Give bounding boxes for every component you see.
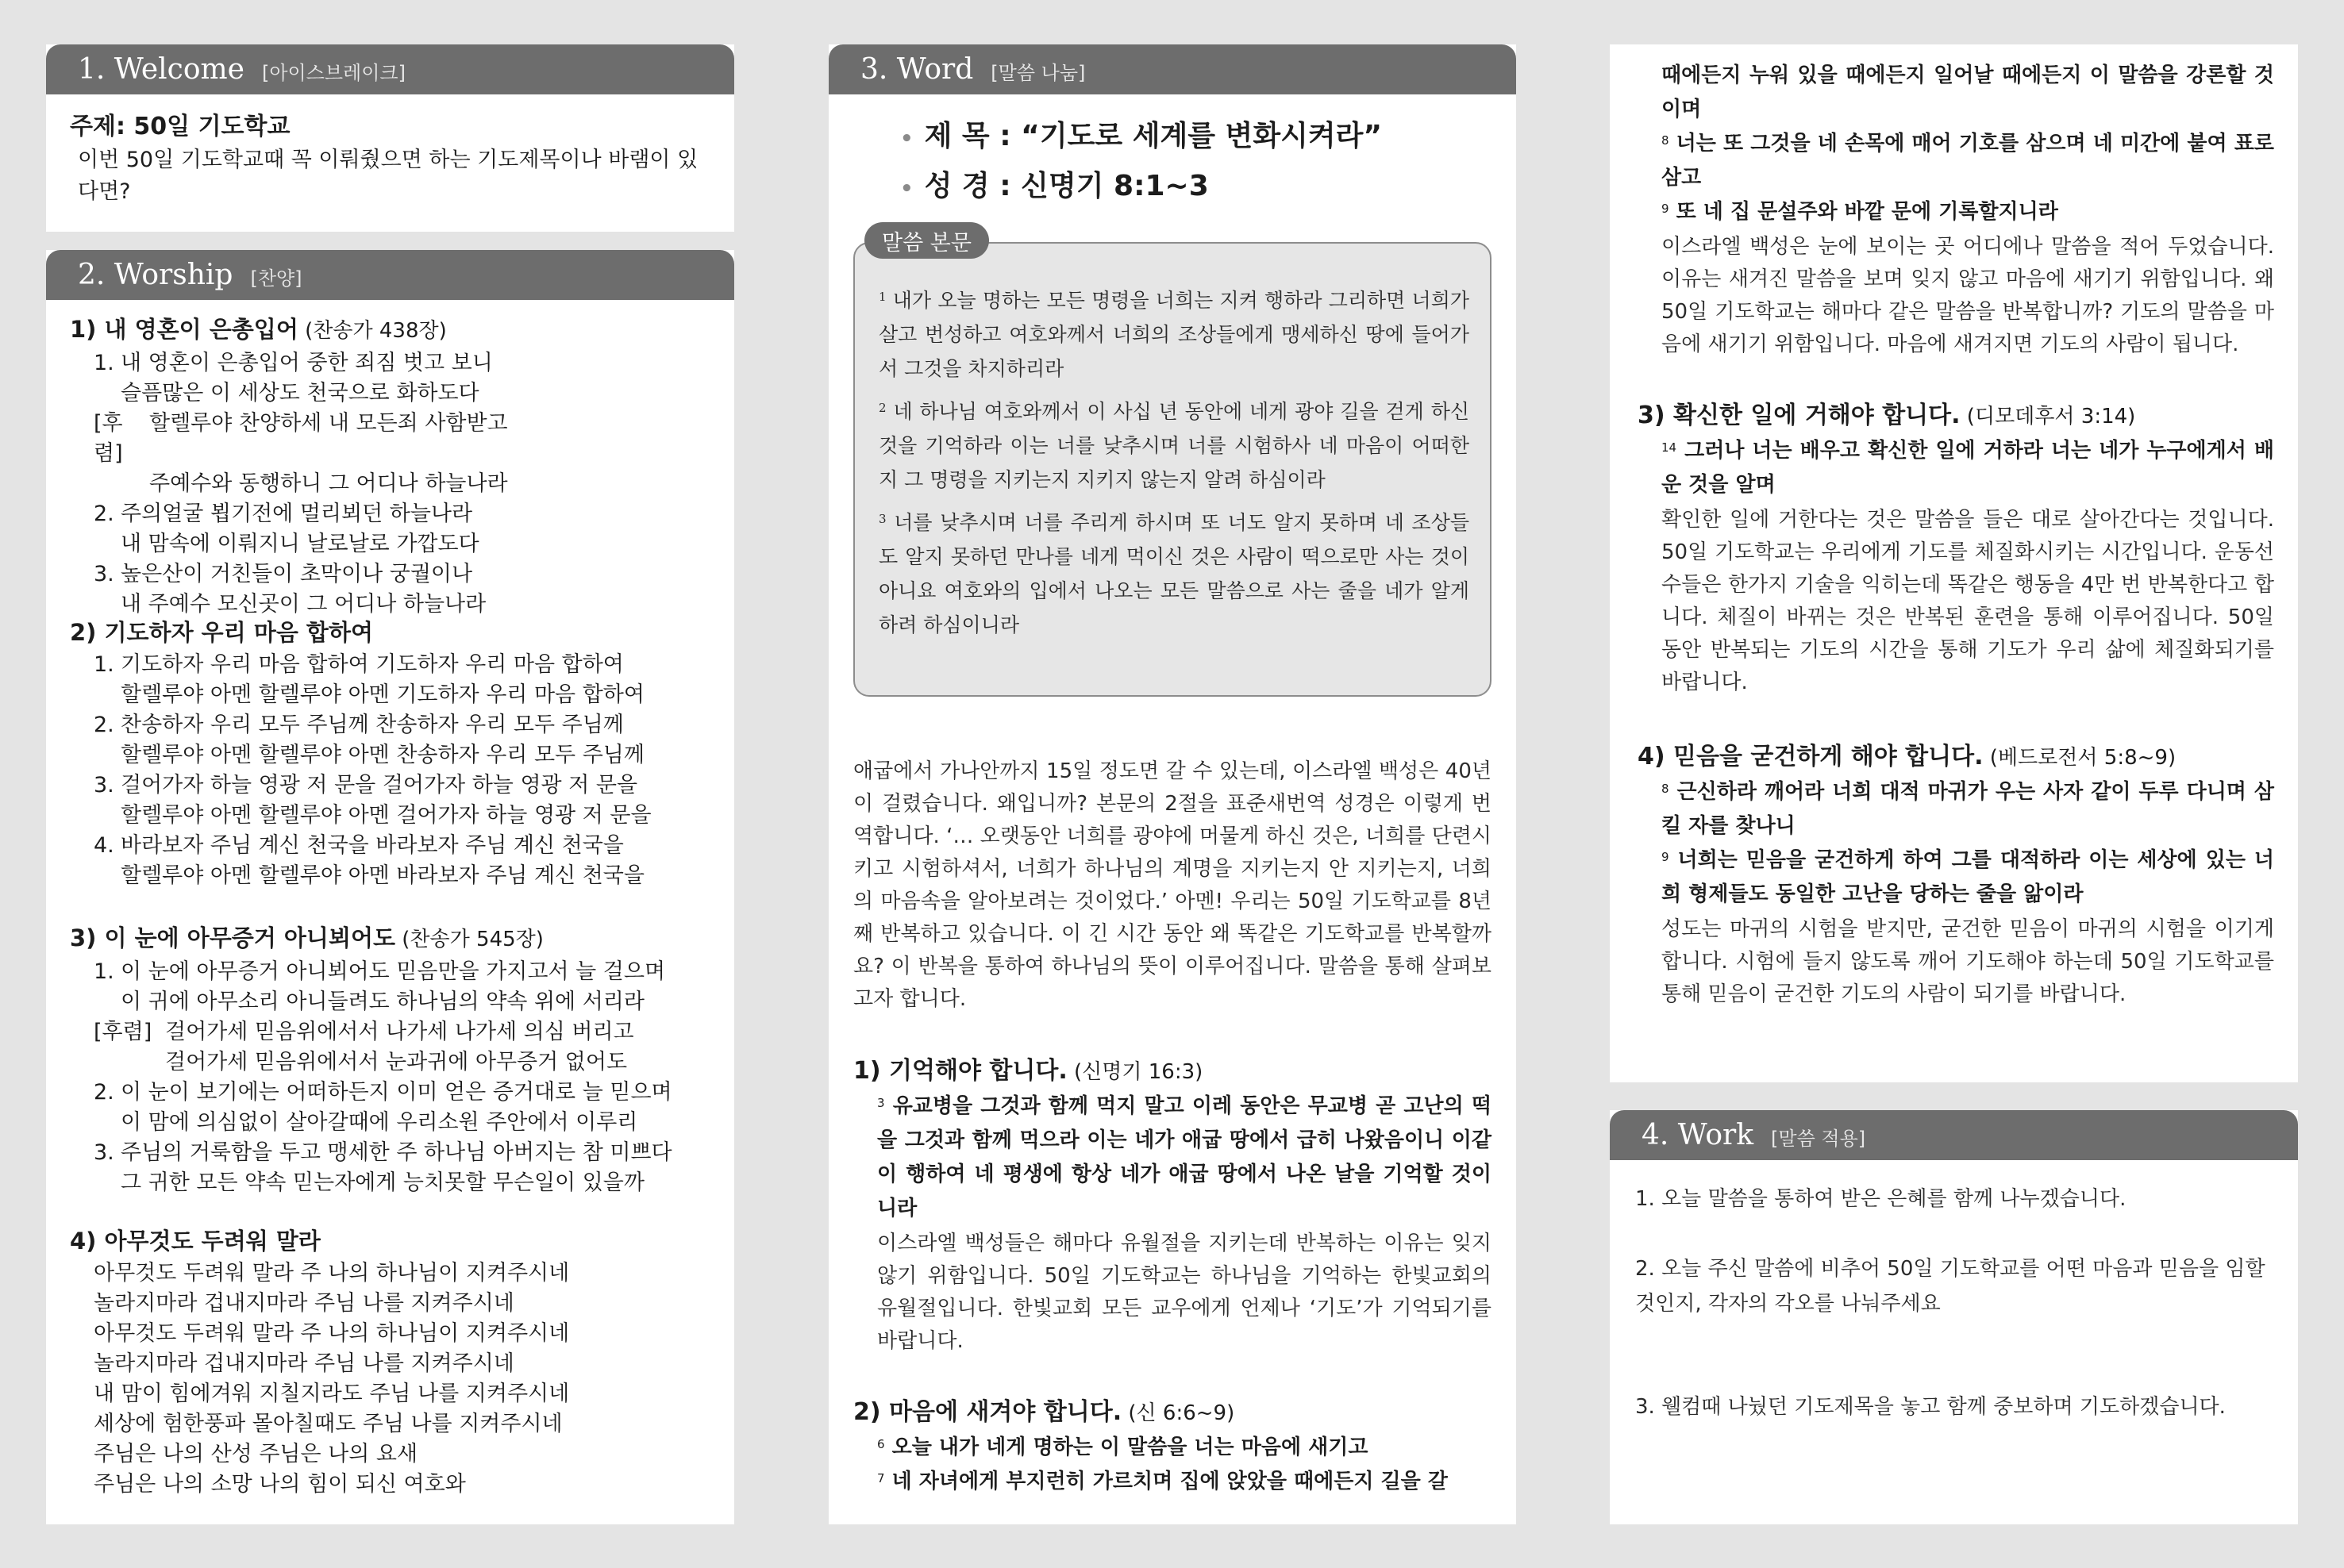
point-ref: (베드로전서 5:8~9) (1983, 746, 2177, 770)
point-verse: $^8$ 근신하라 깨어라 너희 대적 마귀가 우는 사자 같이 두루 다니며 삼킬 자를 찾나니 $^9$ 너희는 믿음을 굳건하게 하여 그를 대적하라 이는 세상에 있는 너희 형제들도 동일한 고난을 당하는 줄을 앎이라 (1661, 780, 2274, 906)
song-line: 할렐루야 아멘 할렐루야 아멘 바라보자 주님 계신 천국을 (121, 863, 645, 888)
song-line: 2. 이 눈이 보기에는 어떠하든지 이미 얻은 증거대로 늘 믿으며 (94, 1080, 672, 1105)
passage-box (853, 242, 1491, 697)
song-line: [후렴] 할렐루야 찬양하세 내 모든죄 사함받고 (94, 411, 508, 466)
song-line: 세상에 험한풍파 몰아칠때도 주님 나를 지켜주시네 (94, 1412, 563, 1436)
song-line: 주예수와 동행하니 그 어디나 하늘나라 (149, 471, 508, 496)
song-3 (70, 920, 721, 1198)
song-line: 아무것도 두려워 말라 주 나의 하나님이 지켜주시네 (94, 1321, 570, 1346)
worship-header (46, 250, 734, 300)
point-verse: $^3$ 유교병을 그것과 함께 먹지 말고 이레 동안은 무교병 곧 고난의 떡을 그것과 함께 먹으라 이는 네가 애굽 땅에서 급히 나왔음이니 이같이 행하여 네 평생에 항상 네가 애굽 땅에서 나온 날을 기억할 것이니라 (877, 1094, 1491, 1220)
point-body: 이스라엘 백성은 눈에 보이는 곳 어디에나 말씀을 적어 두었습니다. 이유는 새겨진 말씀을 보며 잊지 않고 마음에 새기기 위함입니다. 왜 50일 기도학교는 해마다 같은 말씀을 반복합니까? 기도의 말씀을 마음에 새기기 위함입니다. 마음에 새겨지면 기도의 사람이 됩니다. (1661, 235, 2274, 356)
song-line: 내 맘속에 이뤄지니 날로날로 가깝도다 (121, 532, 479, 556)
song-title: 4) 아무것도 두려워 말라 (70, 1228, 321, 1255)
point-heading: 2) 마음에 새겨야 합니다. (853, 1398, 1122, 1426)
song-line: 할렐루야 아멘 할렐루야 아멘 걸어가자 하늘 영광 저 문을 (121, 803, 652, 828)
song-line: 1. 내 영혼이 은총입어 중한 죄짐 벗고 보니 (94, 351, 493, 375)
point-body: 이스라엘 백성들은 해마다 유월절을 지키는데 반복하는 이유는 잊지 않기 위함입니다. 50일 기도학교는 하나님을 기억하는 한빛교회의 유월절입니다. 한빛교회 모든 교우에게 언제나 ‘기도’가 기억되기를 바랍니다. (877, 1232, 1491, 1353)
worship-panel (46, 250, 734, 1524)
song-line: 내 주예수 모신곳이 그 어디나 하늘나라 (121, 592, 487, 617)
song-line: 슬픔많은 이 세상도 천국으로 화하도다 (121, 381, 479, 405)
point-verse: $^{14}$ 그러나 너는 배우고 확신한 일에 거하라 너는 네가 누구에게서 배운 것을 알며 (1661, 439, 2274, 497)
song-line: 그 귀한 모든 약속 믿는자에게 능치못할 무슨일이 있을까 (121, 1170, 645, 1195)
work-title: 4. Work (1642, 1119, 1754, 1151)
song-line: 2. 찬송하자 우리 모두 주님께 찬송하자 우리 모두 주님께 (94, 713, 624, 737)
word-continued-panel (1610, 44, 2298, 1082)
song-line: 주님은 나의 소망 나의 힘이 되신 여호와 (94, 1472, 466, 1497)
welcome-title: 1. Welcome (78, 53, 244, 86)
passage-verse: $^3$ 너를 낮추시며 너를 주리게 하시며 또 너도 알지 못하며 네 조상들도 알지 못하던 만나를 네게 먹이신 것은 사람이 떡으로만 사는 것이 아니요 여호와의 입에서 나오는 모든 말씀으로 사는 줄을 네가 알게 하려 하심이니라 (879, 511, 1469, 636)
song-line: 놀라지마라 겁내지마라 주님 나를 지켜주시네 (94, 1291, 514, 1316)
point-ref: (신 6:6~9) (1122, 1401, 1235, 1425)
song-ref: (찬송가 545장) (395, 928, 544, 951)
welcome-question: 이번 50일 기도학교때 꼭 이뤄줬으면 하는 기도제목이나 바램이 있다면? (78, 148, 699, 204)
passage-verse: $^1$ 내가 오늘 명하는 모든 명령을 너희는 지켜 행하라 그리하면 너희가 살고 번성하고 여호와께서 너희의 조상들에게 맹세하신 땅에 들어가서 그것을 차지하리라 (879, 289, 1469, 380)
work-item: 2. 오늘 주신 말씀에 비추어 50일 기도학교를 어떤 마음과 믿음을 임할것인지, 각자의 각오를 나눠주세요 (1635, 1257, 2265, 1316)
passage-verse: $^2$ 네 하나님 여호와께서 이 사십 년 동안에 네게 광야 길을 걷게 하신 것을 기억하라 이는 너를 낮추시며 너를 시험하사 네 마음이 어떠한지 그 명령을 지키는지 지키지 않는지 알려 하심이라 (879, 400, 1469, 491)
worship-subtitle: [찬양] (250, 267, 302, 290)
welcome-panel (46, 44, 734, 232)
song-line: 3. 주님의 거룩함을 두고 맹세한 주 하나님 아버지는 참 미쁘다 (94, 1140, 672, 1165)
word-header (829, 44, 1516, 94)
word-subtitle: [말씀 나눔] (991, 62, 1086, 84)
song-line: 2. 주의얼굴 뵙기전에 멀리뵈던 하늘나라 (94, 502, 473, 526)
welcome-topic: 주제: 50일 기도학교 (70, 113, 291, 140)
work-panel (1610, 1110, 2298, 1524)
song-title: 2) 기도하자 우리 마음 합하여 (70, 619, 373, 646)
song-line: 놀라지마라 겁내지마라 주님 나를 지켜주시네 (94, 1351, 514, 1376)
point-ref: (디모데후서 3:14) (1960, 405, 2136, 429)
point-verse: $^6$ 오늘 내가 네게 명하는 이 말씀을 너는 마음에 새기고 $^7$ 네 자녀에게 부지런히 가르치며 집에 앉았을 때에든지 길을 갈 (877, 1435, 1448, 1493)
point-3 (1638, 398, 2274, 699)
sermon-intro: 애굽에서 가나안까지 15일 정도면 갈 수 있는데, 이스라엘 백성은 40년이 걸렸습니다. 왜입니까? 본문의 2절을 표준새번역 성경은 이렇게 번역합니다. ‘… 오랫동안 너희를 광야에 머물게 하신 것은, 너희를 단련시키고 시험하셔서, 너희가 하나님의 계명을 지키는지 안 지키는지, 너희의 마음속을 알아보려는 것이었다.’ 아멘! 우리는 50일 기도학교를 8년째 반복하고 있습니다. 이 긴 시간 동안 왜 똑같은 기도학교를 반복할까요? 이 반복을 통하여 하나님의 뜻이 이루어집니다. 말씀을 통해 살펴보고자 합니다. (853, 759, 1491, 1011)
song-line: 1. 기도하자 우리 마음 합하여 기도하자 우리 마음 합하여 (94, 652, 624, 677)
passage-tag: 말씀 본문 (864, 222, 989, 259)
point-heading: 4) 믿음을 굳건하게 해야 합니다. (1638, 743, 1984, 771)
song-ref: (찬송가 438장) (298, 319, 447, 343)
song-line: 할렐루야 아멘 할렐루야 아멘 기도하자 우리 마음 합하여 (121, 682, 645, 707)
work-item: 3. 웰컴때 나눴던 기도제목을 놓고 함께 중보하며 기도하겠습니다. (1635, 1395, 2226, 1419)
point-heading: 1) 기억해야 합니다. (853, 1057, 1068, 1085)
work-subtitle: [말씀 적용] (1771, 1128, 1866, 1150)
welcome-header (46, 44, 734, 94)
song-line: 주님은 나의 산성 주님은 나의 요새 (94, 1442, 418, 1466)
word-title: 3. Word (860, 53, 974, 86)
point-2 (853, 1395, 1491, 1499)
point-heading: 3) 확신한 일에 거해야 합니다. (1638, 402, 1961, 429)
point-body: 확인한 일에 거한다는 것은 말씀을 들은 대로 살아간다는 것입니다. 50일 기도학교는 우리에게 기도를 체질화시키는 시간입니다. 운동선수들은 한가지 기술을 익히는데 똑같은 행동을 4만 번 반복한다고 합니다. 체질이 바뀌는 것은 반복된 훈련을 통해 이루어집니다. 50일 동안 반복되는 기도의 시간을 통해 기도가 우리 삶에 체질화되기를 바랍니다. (1661, 508, 2274, 694)
continued-verse: 때에든지 누워 있을 때에든지 일어날 때에든지 이 말씀을 강론할 것이며 $^8$ 너는 또 그것을 네 손목에 매어 기호를 삼으며 네 미간에 붙여 표로 삼고 $^9$ 또 네 집 문설주와 바깥 문에 기록할지니라 (1661, 63, 2274, 224)
song-line: 1. 이 눈에 아무증거 아니뵈어도 믿음만을 가지고서 늘 걸으며 (94, 959, 666, 984)
song-1 (70, 312, 721, 620)
worship-title: 2. Worship (78, 259, 233, 291)
song-2 (70, 615, 721, 891)
song-title: 3) 이 눈에 아무증거 아니뵈어도 (70, 924, 395, 951)
work-item: 1. 오늘 말씀을 통하여 받은 은혜를 함께 나누겠습니다. (1635, 1187, 2127, 1211)
song-line: 이 귀에 아무소리 아니들려도 하나님의 약속 위에 서리라 (121, 990, 645, 1014)
song-line: 이 맘에 의심없이 살아갈때에 우리소원 주안에서 이루리 (121, 1110, 638, 1135)
sermon-title: • 제 목 : “기도로 세계를 변화시켜라” (900, 120, 1383, 152)
song-line: 걸어가세 믿음위에서서 눈과귀에 아무증거 없어도 (165, 1050, 628, 1074)
point-ref: (신명기 16:3) (1067, 1060, 1203, 1084)
song-line: 3. 높은산이 거친들이 초막이나 궁궐이나 (94, 562, 473, 586)
song-line: [후렴] 걸어가세 믿음위에서서 나가세 나가세 의심 버리고 (94, 1020, 634, 1044)
work-header (1610, 1110, 2298, 1160)
song-line: 3. 걸어가자 하늘 영광 저 문을 걸어가자 하늘 영광 저 문을 (94, 773, 638, 797)
point-4 (1638, 740, 2274, 1011)
song-line: 아무것도 두려워 말라 주 나의 하나님이 지켜주시네 (94, 1261, 570, 1286)
song-line: 할렐루야 아멘 할렐루야 아멘 찬송하자 우리 모두 주님께 (121, 743, 645, 767)
song-line: 내 맘이 힘에겨워 지칠지라도 주님 나를 지켜주시네 (94, 1382, 570, 1406)
song-title: 1) 내 영혼이 은총입어 (70, 316, 298, 343)
point-1 (853, 1054, 1491, 1358)
song-line: 4. 바라보자 주님 계신 천국을 바라보자 주님 계신 천국을 (94, 833, 624, 858)
song-4 (70, 1224, 721, 1500)
welcome-subtitle: [아이스브레이크] (261, 62, 406, 84)
sermon-scripture: • 성 경 : 신명기 8:1~3 (900, 170, 1209, 202)
point-body: 성도는 마귀의 시험을 받지만, 굳건한 믿음이 마귀의 시험을 이기게 합니다. 시험에 들지 않도록 깨어 기도해야 하는데 50일 기도학교를 통해 믿음이 굳건한 기도의 사람이 되기를 바랍니다. (1661, 917, 2274, 1006)
